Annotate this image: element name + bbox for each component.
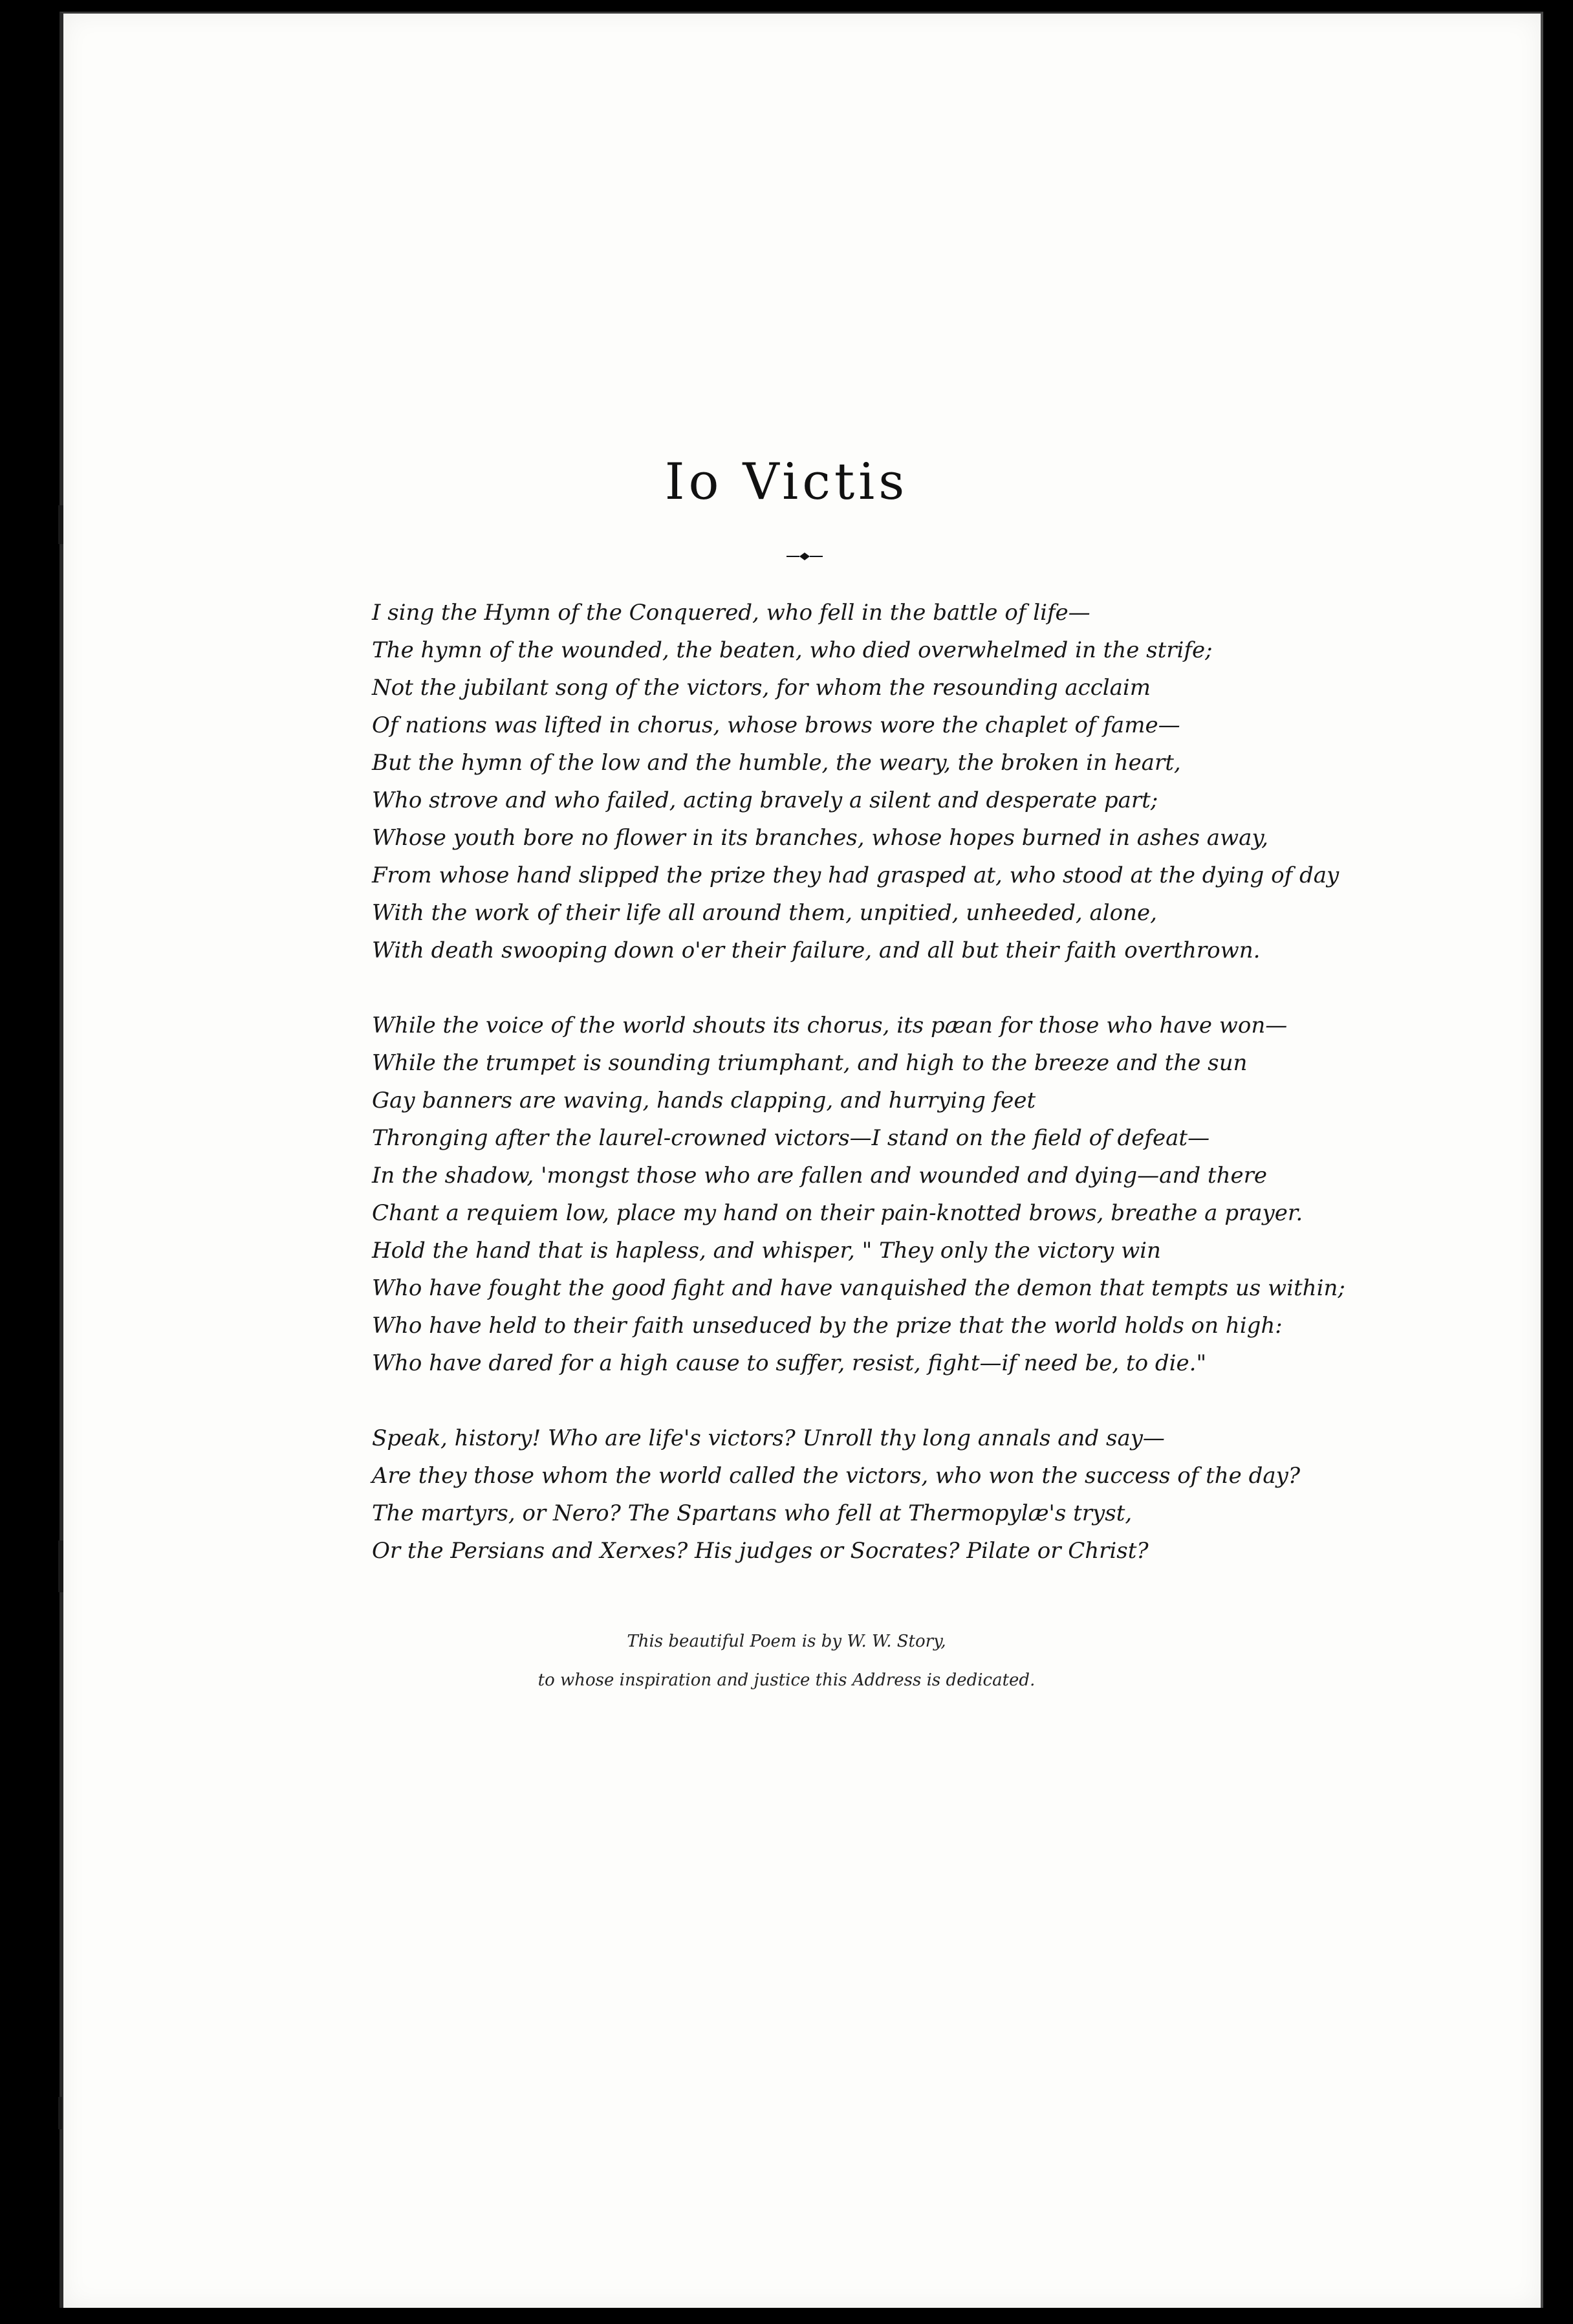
poem-stanza [372, 1420, 1381, 1570]
poem-title: Io Victis [664, 453, 909, 511]
poem-line: Thronging after the laurel-crowned victors—I stand on the field of defeat— [372, 1125, 1210, 1151]
poem-line: With death swooping down o'er their failure, and all but their faith overthrown. [372, 937, 1261, 963]
poem-line: Who have held to their faith unseduced by the prize that the world holds on high: [372, 1313, 1283, 1339]
poem-line: The hymn of the wounded, the beaten, who died overwhelmed in the strife; [372, 637, 1213, 663]
poem-line: While the voice of the world shouts its chorus, its pæan for those who have won— [372, 1013, 1288, 1038]
poem-line: Who strove and who failed, acting bravely a silent and desperate part; [372, 787, 1158, 813]
poem-line: Speak, history! Who are life's victors? Unroll thy long annals and say— [372, 1425, 1165, 1451]
poem-line: Not the jubilant song of the victors, for whom the resounding acclaim [372, 675, 1151, 701]
poem-line: While the trumpet is sounding triumphant, and high to the breeze and the sun [372, 1050, 1248, 1076]
poem-line: Hold the hand that is hapless, and whisper, " They only the victory win [372, 1238, 1161, 1264]
poem-line: Are they those whom the world called the victors, who won the success of the day? [372, 1463, 1301, 1489]
poem-line: Gay banners are waving, hands clapping, and hurrying feet [372, 1088, 1036, 1113]
poem-line: Who have dared for a high cause to suffer, resist, fight—if need be, to die." [372, 1350, 1207, 1376]
poem-stanza [372, 1007, 1381, 1382]
scan-edge-mark [58, 505, 63, 544]
poem-line: Whose youth bore no flower in its branches, whose hopes burned in ashes away, [372, 825, 1268, 851]
poem-stanza [372, 594, 1381, 969]
scan-edge-mark [58, 1540, 63, 1592]
poem-line: Chant a requiem low, place my hand on their pain-knotted brows, breathe a prayer. [372, 1200, 1303, 1226]
poem-line: The martyrs, or Nero? The Spartans who fell at Thermopylæ's tryst, [372, 1500, 1133, 1526]
poem-line: I sing the Hymn of the Conquered, who fell in the battle of life— [372, 600, 1090, 626]
scan-edge-mark [58, 2097, 62, 2129]
dedication-note: to whose inspiration and justice this Address is dedicated. [537, 1671, 1036, 1690]
diamond-rule-ornament-icon [785, 551, 824, 562]
poem-line: Of nations was lifted in chorus, whose brows wore the chaplet of fame— [372, 712, 1180, 738]
poem-line: Who have fought the good fight and have vanquished the demon that tempts us within; [372, 1275, 1345, 1301]
poem-line: With the work of their life all around them, unpitied, unheeded, alone, [372, 900, 1157, 926]
poem-line: In the shadow, 'mongst those who are fallen and wounded and dying—and there [372, 1163, 1267, 1189]
poem-line: Or the Persians and Xerxes? His judges or Socrates? Pilate or Christ? [372, 1538, 1149, 1564]
attribution-note: This beautiful Poem is by W. W. Story, [627, 1632, 946, 1651]
poem-line: But the hymn of the low and the humble, the weary, the broken in heart, [372, 750, 1181, 776]
poem-line: From whose hand slipped the prize they had grasped at, who stood at the dying of day [372, 862, 1340, 888]
